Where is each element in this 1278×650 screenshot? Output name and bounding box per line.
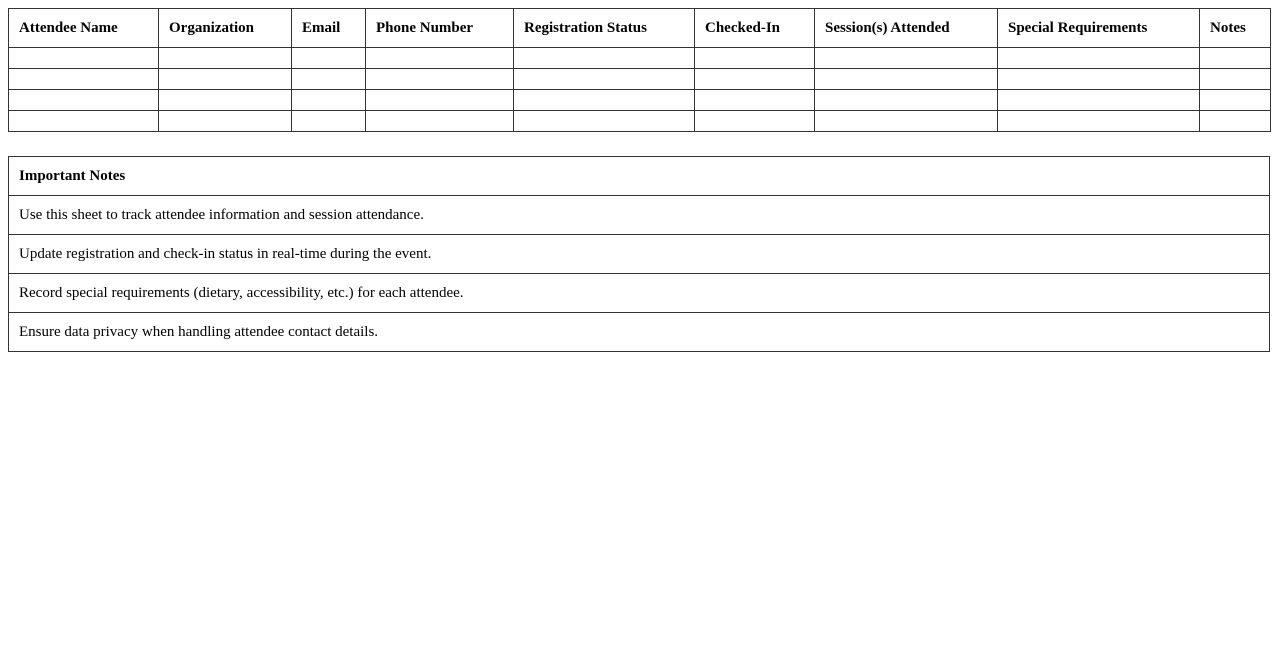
cell-phone-number[interactable] <box>366 48 514 69</box>
cell-special-requirements[interactable] <box>998 48 1200 69</box>
important-notes-table <box>8 156 1270 352</box>
note-item: Ensure data privacy when handling attendee contact details. <box>9 313 1270 352</box>
important-notes-title: Important Notes <box>9 157 1270 196</box>
cell-attendee-name[interactable] <box>9 90 159 111</box>
cell-registration-status[interactable] <box>514 48 695 69</box>
cell-phone-number[interactable] <box>366 90 514 111</box>
cell-organization[interactable] <box>159 90 292 111</box>
cell-sessions-attended[interactable] <box>815 90 998 111</box>
note-row <box>9 313 1270 352</box>
column-header-sessions-attended: Session(s) Attended <box>815 9 998 48</box>
cell-email[interactable] <box>292 90 366 111</box>
note-row <box>9 235 1270 274</box>
cell-organization[interactable] <box>159 111 292 132</box>
column-header-notes: Notes <box>1200 9 1271 48</box>
header-row <box>9 9 1271 48</box>
attendee-table <box>8 8 1271 132</box>
cell-special-requirements[interactable] <box>998 90 1200 111</box>
column-header-registration-status: Registration Status <box>514 9 695 48</box>
cell-phone-number[interactable] <box>366 111 514 132</box>
cell-organization[interactable] <box>159 48 292 69</box>
column-header-organization: Organization <box>159 9 292 48</box>
cell-sessions-attended[interactable] <box>815 111 998 132</box>
note-row <box>9 274 1270 313</box>
cell-email[interactable] <box>292 111 366 132</box>
cell-attendee-name[interactable] <box>9 69 159 90</box>
cell-checked-in[interactable] <box>695 111 815 132</box>
cell-attendee-name[interactable] <box>9 48 159 69</box>
cell-email[interactable] <box>292 69 366 90</box>
table-row <box>9 48 1271 69</box>
note-item: Use this sheet to track attendee information and session attendance. <box>9 196 1270 235</box>
cell-phone-number[interactable] <box>366 69 514 90</box>
table-row <box>9 69 1271 90</box>
cell-organization[interactable] <box>159 69 292 90</box>
column-header-special-requirements: Special Requirements <box>998 9 1200 48</box>
notes-header-row <box>9 157 1270 196</box>
table-row <box>9 111 1271 132</box>
cell-attendee-name[interactable] <box>9 111 159 132</box>
note-item: Record special requirements (dietary, accessibility, etc.) for each attendee. <box>9 274 1270 313</box>
cell-registration-status[interactable] <box>514 111 695 132</box>
column-header-email: Email <box>292 9 366 48</box>
cell-registration-status[interactable] <box>514 69 695 90</box>
cell-special-requirements[interactable] <box>998 111 1200 132</box>
cell-notes[interactable] <box>1200 111 1271 132</box>
cell-checked-in[interactable] <box>695 48 815 69</box>
column-header-checked-in: Checked-In <box>695 9 815 48</box>
cell-checked-in[interactable] <box>695 69 815 90</box>
table-row <box>9 90 1271 111</box>
note-row <box>9 196 1270 235</box>
column-header-attendee-name: Attendee Name <box>9 9 159 48</box>
cell-email[interactable] <box>292 48 366 69</box>
cell-notes[interactable] <box>1200 69 1271 90</box>
cell-special-requirements[interactable] <box>998 69 1200 90</box>
cell-checked-in[interactable] <box>695 90 815 111</box>
cell-notes[interactable] <box>1200 48 1271 69</box>
cell-notes[interactable] <box>1200 90 1271 111</box>
cell-sessions-attended[interactable] <box>815 48 998 69</box>
note-item: Update registration and check-in status in real-time during the event. <box>9 235 1270 274</box>
column-header-phone-number: Phone Number <box>366 9 514 48</box>
cell-sessions-attended[interactable] <box>815 69 998 90</box>
cell-registration-status[interactable] <box>514 90 695 111</box>
